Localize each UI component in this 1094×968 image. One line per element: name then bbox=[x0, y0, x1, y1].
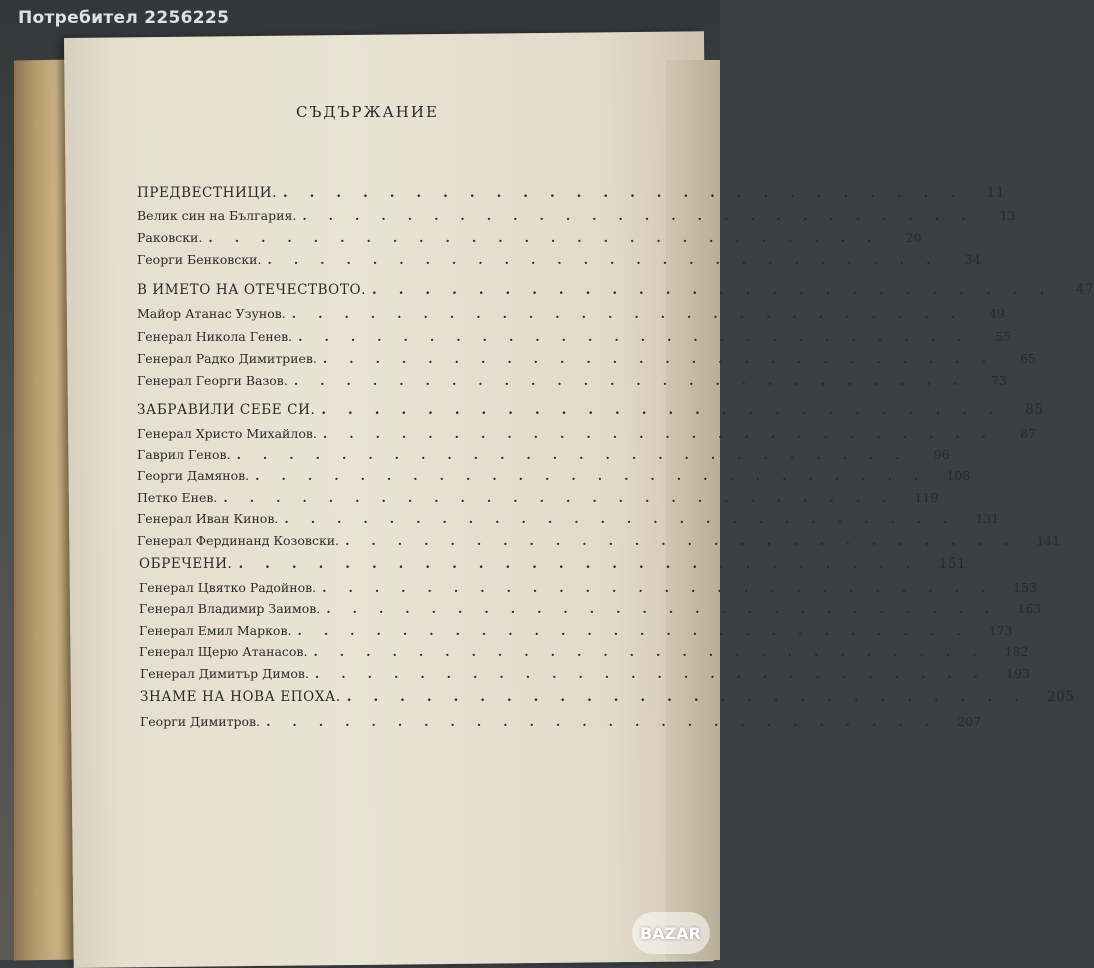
toc-entry-label: Георги Димитров. bbox=[140, 714, 261, 729]
toc-entry-label: Генерал Никола Генев. bbox=[137, 329, 293, 344]
toc-entry bbox=[139, 644, 1029, 659]
toc-entry-label: Генерал Христо Михайлов. bbox=[137, 426, 317, 441]
toc-page-number: 34 bbox=[964, 252, 981, 267]
toc-entry bbox=[137, 306, 1005, 321]
toc-leader-dots: .......................... bbox=[372, 282, 1067, 298]
toc-page-number: 47 bbox=[1075, 282, 1094, 298]
toc-entry bbox=[137, 329, 1012, 344]
toc-page-number: 182 bbox=[1004, 644, 1029, 659]
toc-entry-label: Георги Бенковски. bbox=[137, 252, 262, 267]
toc-entry-label: Генерал Владимир Заимов. bbox=[139, 601, 321, 616]
toc-entry bbox=[140, 714, 982, 729]
toc-entry-label: Генерал Фердинанд Козовски. bbox=[137, 533, 340, 548]
toc-page-number: 207 bbox=[957, 714, 982, 729]
toc-entry-label: Петко Енев. bbox=[137, 490, 218, 505]
toc-leader-dots: .......................... bbox=[321, 402, 1016, 418]
svg-text:BAZAR: BAZAR bbox=[640, 924, 701, 943]
toc-entry-label: Велик син на България. bbox=[137, 208, 297, 223]
toc-entry bbox=[137, 447, 950, 462]
toc-page-number: 65 bbox=[1020, 351, 1037, 366]
toc-entry bbox=[137, 252, 981, 267]
toc-entry-label: ЗНАМЕ НА НОВА ЕПОХА. bbox=[140, 689, 341, 705]
toc-leader-dots: .......................... bbox=[302, 208, 988, 223]
toc-entry-label: Генерал Щерю Атанасов. bbox=[139, 644, 308, 659]
toc-leader-dots: .......................... bbox=[266, 714, 952, 729]
toc-section-entry bbox=[137, 402, 1044, 418]
toc-page-number: 119 bbox=[914, 490, 939, 505]
toc-page-number: 153 bbox=[1013, 580, 1038, 595]
toc-leader-dots: .......................... bbox=[322, 351, 1009, 366]
toc-entry-label: Георги Дамянов. bbox=[137, 468, 250, 483]
toc-leader-dots: .......................... bbox=[284, 511, 970, 526]
toc-leader-dots: .......................... bbox=[223, 490, 909, 505]
toc-leader-dots: .......................... bbox=[236, 447, 922, 462]
toc-leader-dots: .......................... bbox=[291, 306, 977, 321]
toc-entry-label: Генерал Георги Вазов. bbox=[137, 373, 288, 388]
toc-page-number: 151 bbox=[938, 556, 967, 572]
toc-section-entry bbox=[137, 282, 1094, 298]
toc-entry bbox=[137, 230, 922, 245]
toc-leader-dots: .......................... bbox=[313, 644, 999, 659]
toc-entry-label: Генерал Иван Кинов. bbox=[137, 511, 279, 526]
toc-page-number: 108 bbox=[946, 468, 971, 483]
toc-leader-dots: .......................... bbox=[326, 601, 1012, 616]
toc-entry bbox=[137, 511, 1000, 526]
toc-page-number: 20 bbox=[905, 230, 922, 245]
toc-entry bbox=[137, 351, 1037, 366]
toc-entry-label: Генерал Димитър Димов. bbox=[140, 666, 309, 681]
toc-entry bbox=[137, 208, 1016, 223]
toc-page-number: 73 bbox=[991, 373, 1007, 388]
toc-entry-label: Генерал Емил Марков. bbox=[139, 623, 292, 638]
user-watermark: Потребител 2256225 bbox=[18, 8, 230, 28]
toc-page-number: 131 bbox=[975, 511, 1000, 526]
toc-section-entry bbox=[137, 185, 1006, 201]
toc-entry-label: Раковски. bbox=[137, 230, 203, 245]
toc-entry-label: В ИМЕТО НА ОТЕЧЕСТВОТО. bbox=[137, 282, 367, 298]
toc-entry bbox=[137, 490, 939, 505]
toc-leader-dots: .......................... bbox=[322, 426, 1009, 441]
toc-leader-dots: .......................... bbox=[322, 580, 1008, 595]
toc-page-number: 13 bbox=[999, 208, 1016, 223]
toc-leader-dots: .......................... bbox=[267, 252, 953, 267]
toc-page-number: 193 bbox=[1006, 666, 1030, 681]
toc-leader-dots: .......................... bbox=[345, 533, 1031, 548]
toc-leader-dots: .......................... bbox=[238, 556, 933, 572]
toc-leader-dots: .......................... bbox=[282, 185, 978, 201]
toc-entry bbox=[137, 533, 1061, 548]
toc-page-number: 141 bbox=[1036, 533, 1061, 548]
toc-entry-label: ЗАБРАВИЛИ СЕБЕ СИ. bbox=[137, 402, 316, 418]
toc-entry-label: ПРЕДВЕСТНИЦИ. bbox=[137, 185, 277, 201]
toc-entry bbox=[139, 623, 1013, 638]
toc-leader-dots: .......................... bbox=[314, 666, 1001, 681]
toc-leader-dots: .......................... bbox=[293, 373, 979, 388]
toc-entry bbox=[137, 426, 1037, 441]
toc-page-number: 87 bbox=[1020, 426, 1037, 441]
toc-leader-dots: .......................... bbox=[298, 329, 984, 344]
toc-title: СЪДЪРЖАНИЕ bbox=[296, 103, 439, 121]
toc-leader-dots: .......................... bbox=[255, 468, 941, 483]
toc-leader-dots: .......................... bbox=[297, 623, 983, 638]
toc-page-number: 49 bbox=[989, 306, 1005, 321]
toc-entry-label: Майор Атанас Узунов. bbox=[137, 306, 286, 321]
toc-entry bbox=[139, 601, 1042, 616]
toc-entry bbox=[137, 373, 1007, 388]
toc-entry-label: Гаврил Генов. bbox=[137, 447, 231, 462]
toc-section-entry bbox=[139, 556, 967, 572]
toc-entry-label: ОБРЕЧЕНИ. bbox=[139, 556, 233, 572]
toc-entry bbox=[137, 468, 971, 483]
toc-page-number: 173 bbox=[988, 623, 1013, 638]
toc-entry-label: Генерал Цвятко Радойнов. bbox=[139, 580, 317, 595]
toc-page-number: 11 bbox=[986, 185, 1006, 201]
toc-page-number: 205 bbox=[1046, 689, 1075, 705]
toc-page-number: 55 bbox=[995, 329, 1012, 344]
toc-section-entry bbox=[140, 689, 1075, 705]
toc-entry bbox=[140, 666, 1030, 681]
toc-entry bbox=[139, 580, 1038, 595]
toc-page-number: 85 bbox=[1025, 402, 1044, 418]
toc-leader-dots: .......................... bbox=[208, 230, 894, 245]
toc-page-number: 163 bbox=[1017, 601, 1042, 616]
toc-leader-dots: .......................... bbox=[346, 689, 1041, 705]
bazar-logo-badge bbox=[632, 912, 710, 954]
bazar-logo bbox=[640, 923, 702, 943]
toc-page-number: 96 bbox=[933, 447, 950, 462]
toc-entry-label: Генерал Радко Димитриев. bbox=[137, 351, 317, 366]
